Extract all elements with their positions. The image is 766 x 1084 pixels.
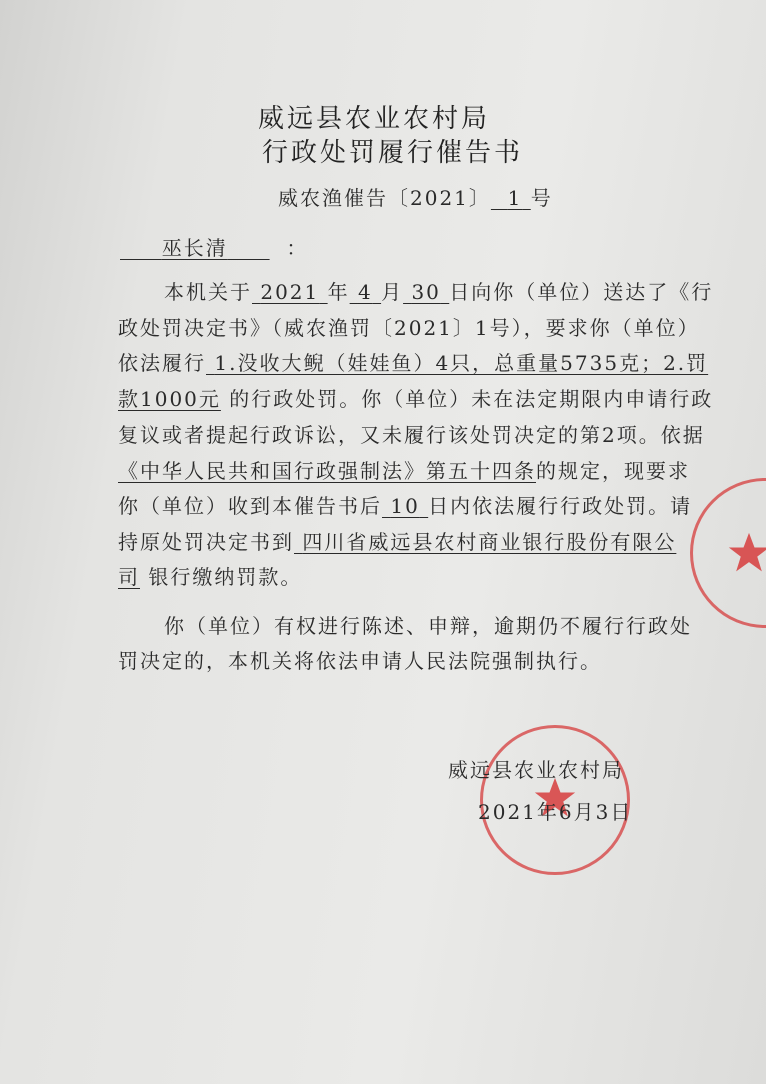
body-para2-line-2: 罚决定的，本机关将依法申请人民法院强制执行。	[118, 649, 602, 673]
body-line-2: 政处罚决定书》（威农渔罚〔2021〕1号），要求你（单位）	[118, 316, 700, 340]
body-line-7: 你（单位）收到本催告书后 10 日内依法履行行政处罚。请	[118, 494, 693, 518]
document-title: 行政处罚履行催告书	[262, 138, 524, 168]
doc-no-prefix: 威农渔催告〔2021〕	[278, 186, 491, 210]
body-line-8: 持原处罚决定书到 四川省威远县农村商业银行股份有限公	[118, 530, 677, 554]
doc-no-num: 1	[507, 186, 523, 210]
body-line-4: 款1000元 的行政处罚。你（单位）未在法定期限内申请行政	[118, 387, 714, 411]
org-title: 威远县农业农村局	[258, 104, 491, 134]
signature-date: 2021年6月3日	[478, 800, 633, 824]
signature-org: 威远县农业农村局	[448, 758, 624, 782]
body-line-1: 本机关于 2021 年 4 月 30 日向你（单位）送达了《行	[164, 280, 714, 304]
addressee: 巫长清 ：	[120, 236, 308, 260]
body-line-9: 司 银行缴纳罚款。	[118, 565, 303, 589]
document-number	[278, 186, 553, 210]
edge-seal-stamp	[690, 478, 766, 628]
body-line-6: 《中华人民共和国行政强制法》第五十四条的规定，现要求	[118, 459, 690, 483]
seal-star-icon	[727, 531, 766, 575]
doc-no-suffix: 号	[530, 186, 553, 210]
addressee-name: 巫长清	[161, 236, 228, 260]
body-para2-line-1: 你（单位）有权进行陈述、申辩，逾期仍不履行行政处	[164, 614, 692, 638]
body-line-5: 复议或者提起行政诉讼，又未履行该处罚决定的第2项。依据	[118, 423, 705, 447]
body-line-3: 依法履行 1.没收大鲵（娃娃鱼）4只，总重量5735克；2.罚	[118, 351, 709, 375]
